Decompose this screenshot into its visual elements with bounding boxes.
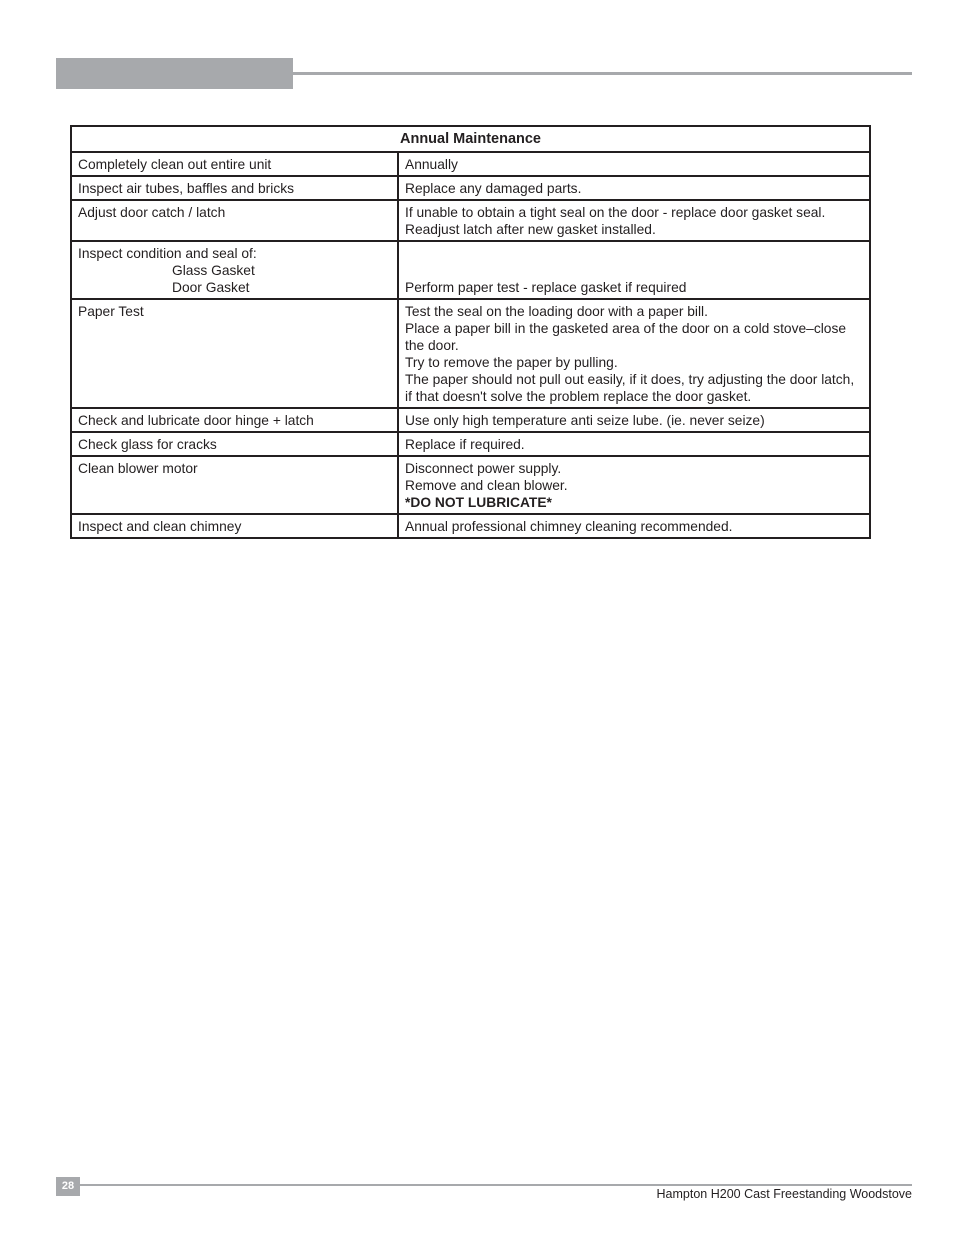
task-subitem-door-gasket: Door Gasket: [172, 280, 250, 295]
action-text: If unable to obtain a tight seal on the door - replace door gasket seal.: [405, 205, 826, 220]
action-cell: [398, 241, 870, 299]
action-text: Remove and clean blower.: [405, 478, 568, 493]
task-text: Inspect condition and seal of:: [78, 246, 257, 261]
action-text: Test the seal on the loading door with a paper bill.: [405, 304, 708, 319]
task-text: Check glass for cracks: [78, 437, 217, 452]
task-cell: [71, 299, 398, 408]
action-text: The paper should not pull out easily, if it does, try adjusting the door latch, if that doesn't solve the problem replace the door gasket.: [405, 372, 855, 404]
table-row: [71, 152, 870, 176]
action-text: Try to remove the paper by pulling.: [405, 355, 618, 370]
task-subitem-glass-gasket: Glass Gasket: [172, 263, 255, 278]
action-cell: [398, 200, 870, 241]
action-text: Annual professional chimney cleaning recommended.: [405, 519, 733, 534]
action-text: Place a paper bill in the gasketed area of the door on a cold stove–close the door.: [405, 321, 847, 353]
table-row: [71, 241, 870, 299]
task-cell: [71, 152, 398, 176]
action-cell: [398, 408, 870, 432]
table-row: [71, 176, 870, 200]
table-title: Annual Maintenance: [71, 126, 870, 152]
task-text: Paper Test: [78, 304, 144, 319]
task-text: Inspect air tubes, baffles and bricks: [78, 181, 295, 196]
table-row: [71, 514, 870, 538]
action-text: Use only high temperature anti seize lube. (ie. never seize): [405, 413, 765, 428]
task-cell: [71, 432, 398, 456]
table-row: [71, 408, 870, 432]
task-cell: [71, 176, 398, 200]
header-gray-block: [56, 58, 293, 89]
task-text: Adjust door catch / latch: [78, 205, 226, 220]
task-text: Clean blower motor: [78, 461, 198, 476]
table-row: [71, 200, 870, 241]
task-text: Check and lubricate door hinge + latch: [78, 413, 314, 428]
task-text: Completely clean out entire unit: [78, 157, 272, 172]
task-text: Inspect and clean chimney: [78, 519, 242, 534]
action-text: Readjust latch after new gasket installed.: [405, 222, 656, 237]
footer-rule: [80, 1184, 912, 1186]
table-row: [71, 456, 870, 514]
task-cell: [71, 514, 398, 538]
action-cell: [398, 299, 870, 408]
task-cell: [71, 241, 398, 299]
action-text: Replace if required.: [405, 437, 525, 452]
task-cell: [71, 408, 398, 432]
annual-maintenance-table: [70, 125, 871, 539]
task-cell: [71, 456, 398, 514]
table-header-row: [71, 126, 870, 152]
action-cell: [398, 152, 870, 176]
task-cell: [71, 200, 398, 241]
action-warning: *DO NOT LUBRICATE*: [405, 495, 552, 510]
action-text: Annually: [405, 157, 458, 172]
action-text: Perform paper test - replace gasket if required: [405, 280, 687, 295]
action-cell: [398, 432, 870, 456]
action-text: Replace any damaged parts.: [405, 181, 582, 196]
action-cell: [398, 176, 870, 200]
page-number: 28: [56, 1177, 80, 1196]
table-row: [71, 299, 870, 408]
action-text: Disconnect power supply.: [405, 461, 562, 476]
footer-document-title: Hampton H200 Cast Freestanding Woodstove: [656, 1187, 912, 1201]
header-rule: [293, 72, 912, 75]
action-cell: [398, 514, 870, 538]
table-row: [71, 432, 870, 456]
action-cell: [398, 456, 870, 514]
